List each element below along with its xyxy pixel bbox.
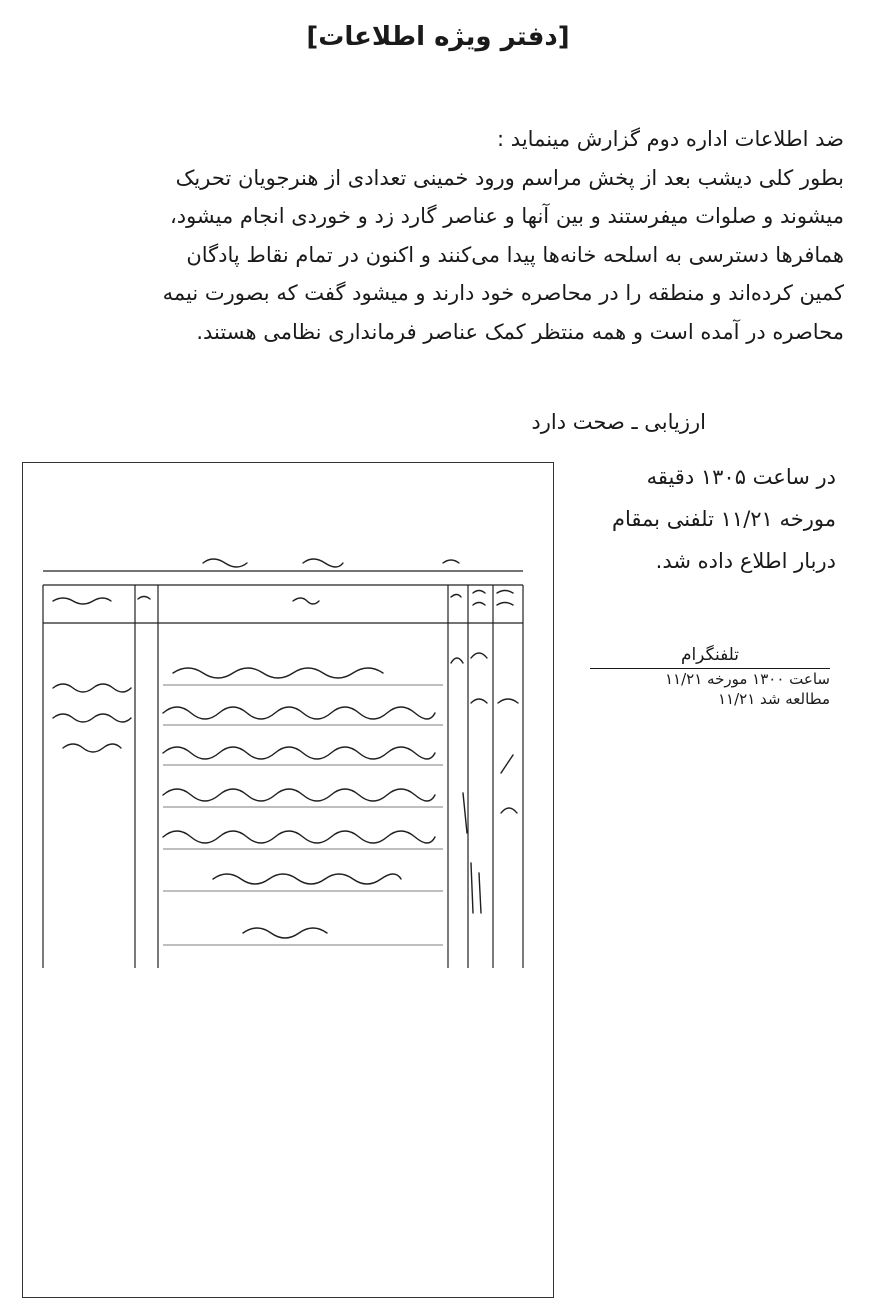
report-line: محاصره در آمده است و همه منتظر کمک عناصر فرمانداری نظامی هستند. [196,319,844,344]
handwritten-form-image [22,462,554,1298]
telephonogram-read: مطالعه شد ۱۱/۲۱ [717,690,830,708]
report-line: همافرها دسترسی به اسلحه خانه‌ها پیدا می‌کنند و اکنون در تمام نقاط پادگان [186,242,844,267]
report-line: ضد اطلاعات اداره دوم گزارش مینماید : [497,127,844,151]
notification-line: دربار اطلاع داده شد. [655,549,836,573]
telephonogram-title: تلفنگرام [590,645,830,669]
evaluation-note: ارزیابی ـ صحت دارد [531,410,706,434]
notification-line: در ساعت ۱۳۰۵ دقیقه [646,465,836,489]
telephonogram-stamp [590,645,830,709]
report-line: بطور کلی دیشب بعد از پخش مراسم ورود خمینی تعدادی از هنرجویان تحریک [175,165,844,190]
notification-note [536,456,836,582]
document-heading: [دفتر ویژه اطلاعات] [306,22,570,52]
report-body [14,120,844,352]
report-line: میشوند و صلوات میفرستند و بین آنها و عناصر گارد زد و خوردی انجام میشود، [169,204,844,229]
report-line: کمین کرده‌اند و منطقه را در محاصره خود دارند و میشود گفت که بصورت نیمه [162,281,844,306]
notification-line: مورخه ۱۱/۲۱ تلفنی بمقام [612,507,836,531]
handwritten-form-drawing [23,463,553,1297]
telephonogram-time: ساعت ۱۳۰۰ مورخه ۱۱/۲۱ [665,670,830,688]
